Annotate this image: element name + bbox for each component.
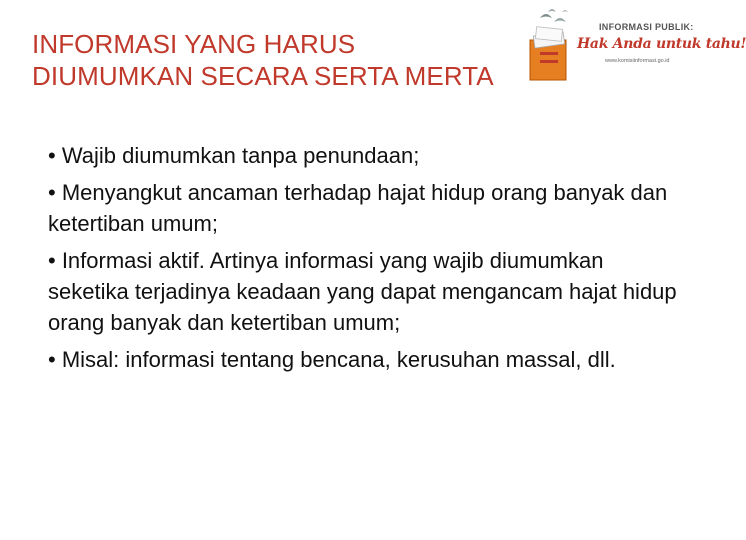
logo-line1: INFORMASI PUBLIK:: [599, 22, 694, 32]
slide-title-line1: INFORMASI YANG HARUS: [32, 29, 356, 59]
bullet-list: [48, 140, 678, 381]
logo-line3: www.komisiinformasi.go.id: [605, 58, 670, 64]
bullet-item-4: • Misal: informasi tentang bencana, kerusuhan massal, dll.: [48, 347, 616, 372]
bullet-item-1: • Wajib diumumkan tanpa penundaan;: [48, 143, 420, 168]
bullet-item-3: • Informasi aktif. Artinya informasi yang wajib diumumkan seketika terjadinya keadaan yang dapat mengancam hajat hidup orang banyak dan ketertiban umum;: [48, 248, 677, 335]
logo-line2: Hak Anda untuk tahu!: [577, 36, 746, 52]
bullet-item-2: • Menyangkut ancaman terhadap hajat hidup orang banyak dan ketertiban umum;: [48, 180, 668, 236]
slide-title-line2: DIUMUMKAN SECARA SERTA MERTA: [32, 61, 494, 91]
slide-title: [32, 28, 522, 92]
